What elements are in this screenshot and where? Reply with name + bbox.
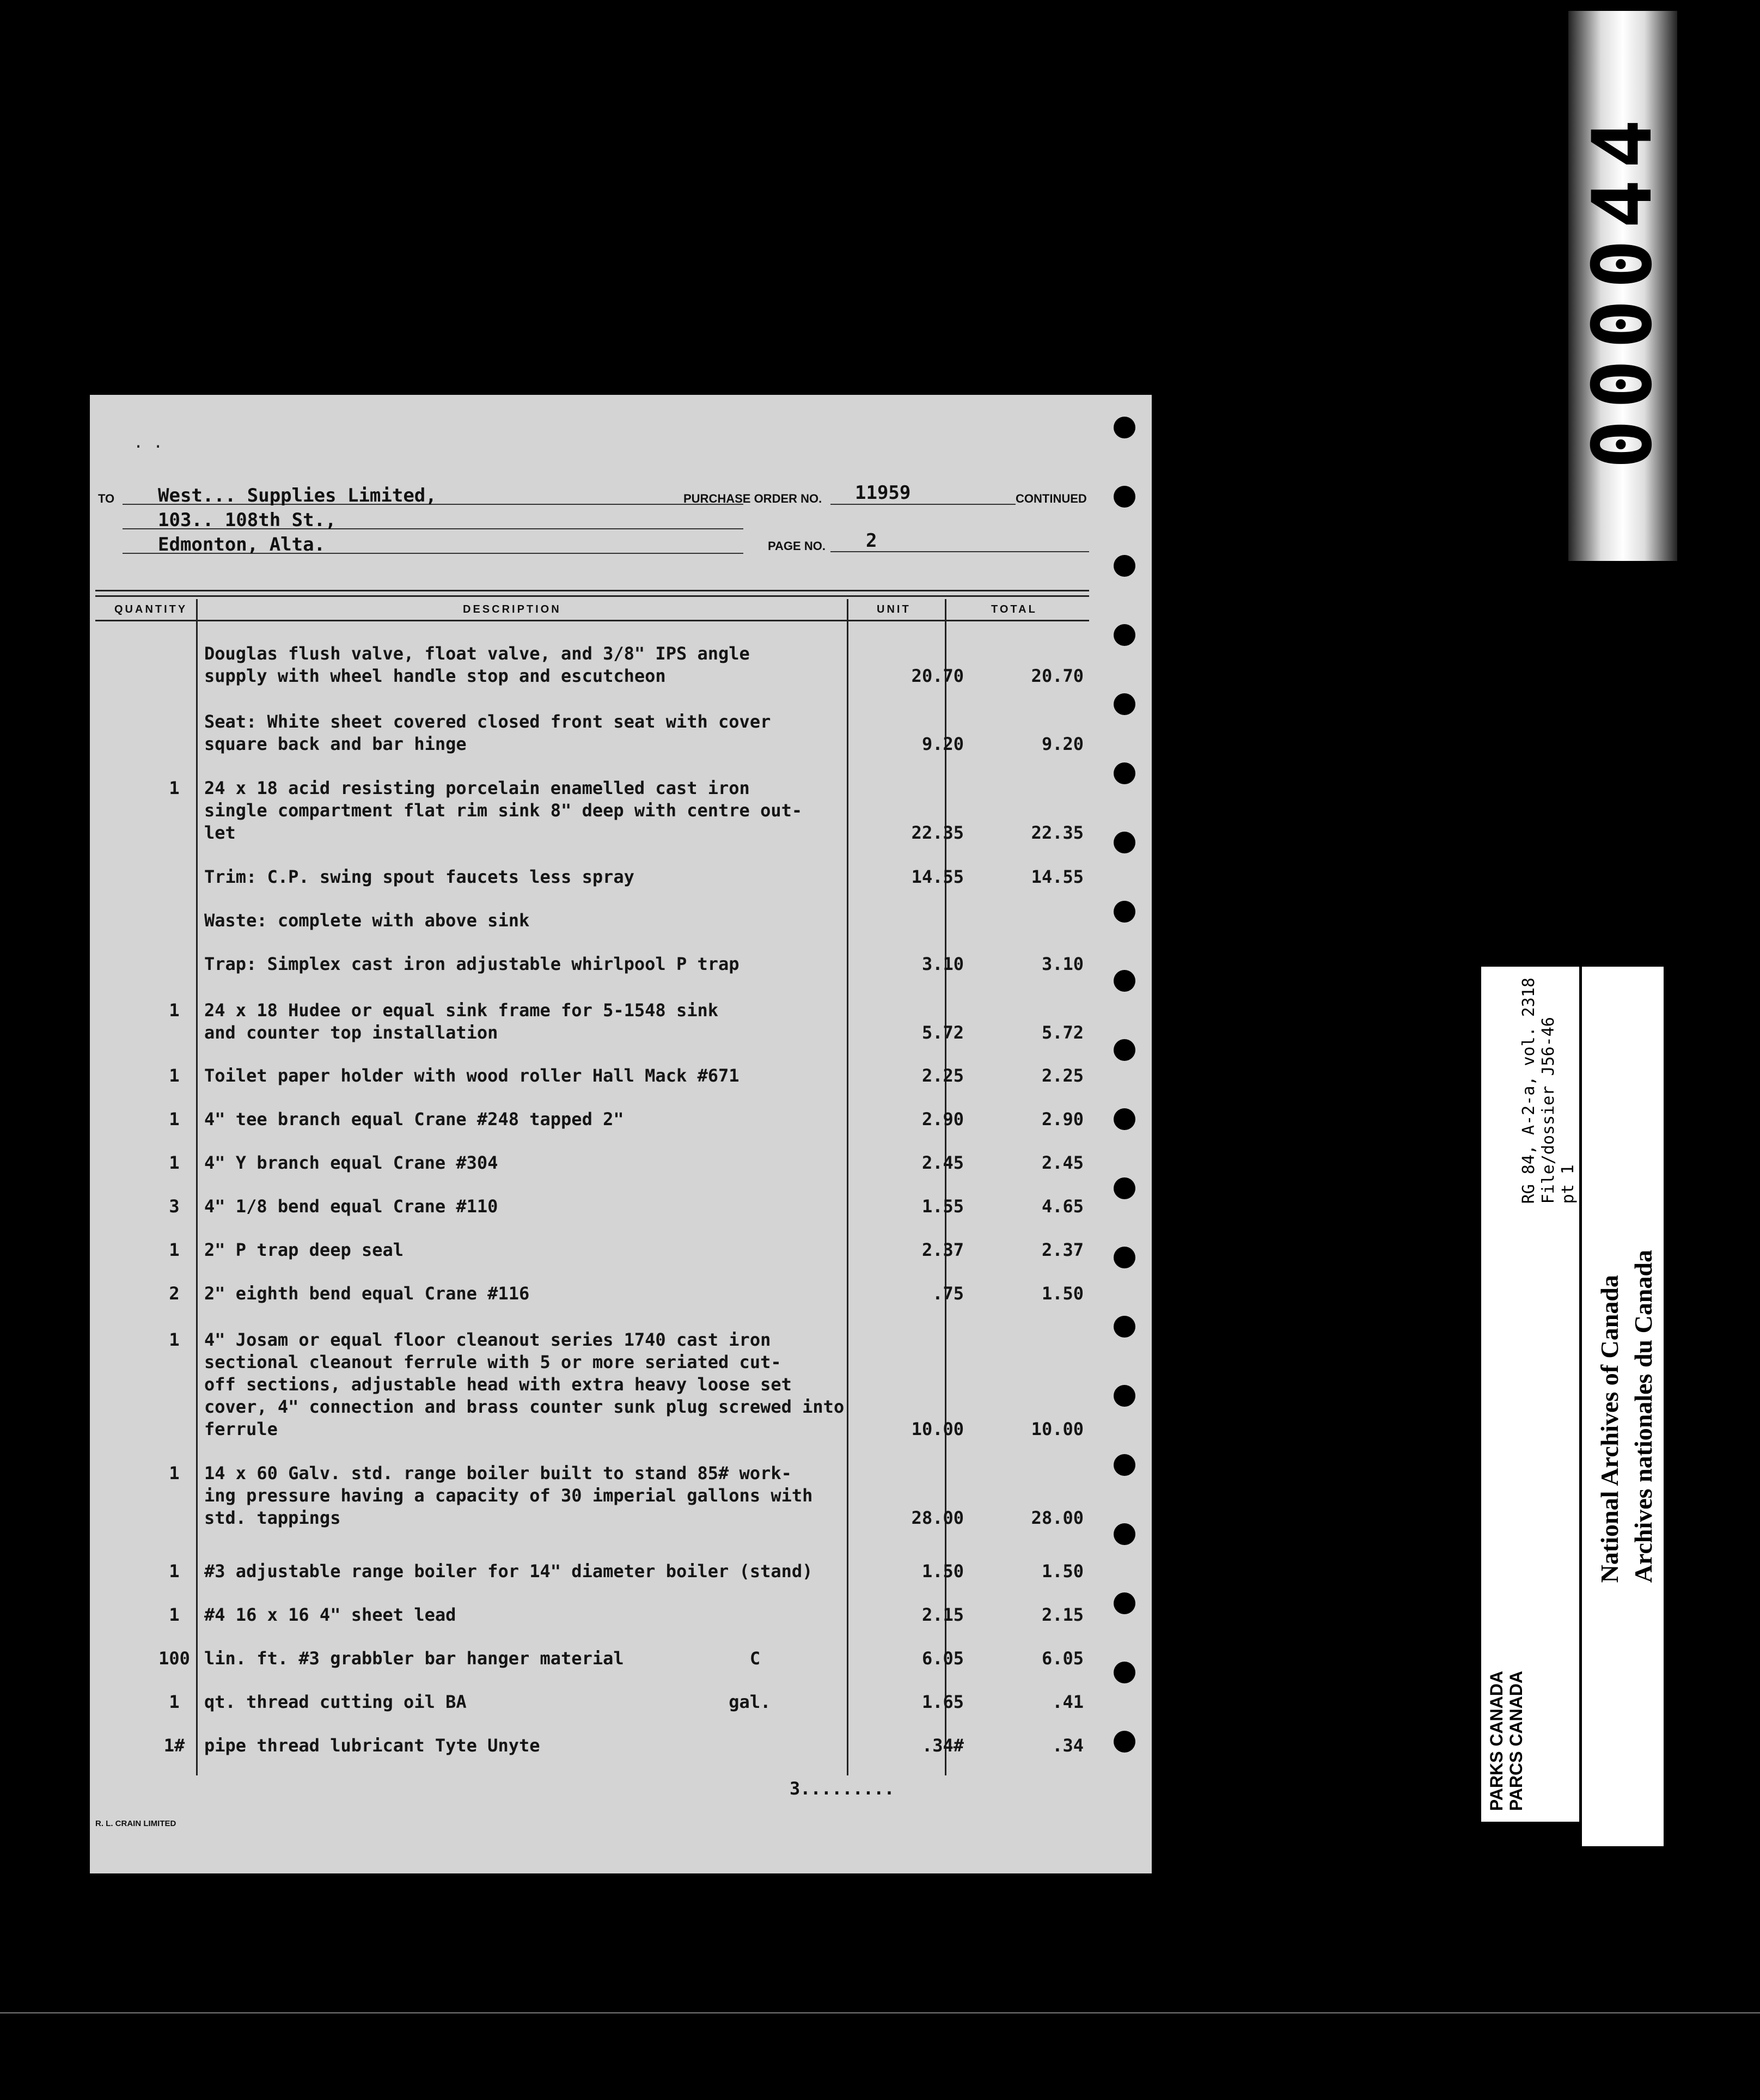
punch-hole (1114, 555, 1135, 577)
purchase-order-document (90, 395, 1152, 1873)
quantity-cell: 1 (169, 1604, 180, 1625)
quantity-cell: 2 (169, 1283, 180, 1304)
description-cell: Douglas flush valve, float valve, and 3/8" IPS angle supply with wheel handle stop and escutcheon (204, 643, 750, 686)
unit-price-cell: 20.70 (911, 666, 964, 686)
description-cell: Trim: C.P. swing spout faucets less spray (204, 866, 634, 887)
total-cell: 28.00 (1031, 1507, 1084, 1528)
total-cell: 2.25 (1041, 1065, 1084, 1086)
total-cell: 3.10 (1041, 954, 1084, 974)
punch-hole (1114, 1523, 1135, 1545)
total-cell: 2.90 (1041, 1109, 1084, 1130)
unit-price-cell: 1.65 (921, 1692, 964, 1712)
total-cell: 22.35 (1031, 822, 1084, 843)
unit-price-cell: 5.72 (921, 1022, 964, 1043)
punch-hole (1114, 624, 1135, 646)
quantity-cell: 1 (169, 1000, 180, 1021)
national-archives-label (1582, 967, 1664, 1846)
description-cell: 24 x 18 acid resisting porcelain enamelled cast iron single compartment flat rim sink 8" deep with centre out- let (204, 778, 803, 843)
total-column-line (945, 599, 946, 1775)
description-cell: Toilet paper holder with wood roller Hall Mack #671 (204, 1065, 740, 1086)
quantity-cell: 1# (163, 1735, 185, 1756)
quantity-cell: 1 (169, 1065, 180, 1086)
total-cell: 1.50 (1041, 1283, 1084, 1304)
column-header-rule (95, 620, 1089, 621)
unit-price-cell: 2.37 (921, 1240, 964, 1260)
punch-hole (1114, 970, 1135, 992)
description-cell: Trap: Simplex cast iron adjustable whirlpool P trap (204, 954, 740, 974)
total-cell: 2.37 (1041, 1240, 1084, 1260)
total-cell: 9.20 (1041, 734, 1084, 754)
parks-canada-label (1481, 967, 1579, 1822)
description-cell: Waste: complete with above sink (204, 910, 530, 931)
unit-price-cell: 28.00 (911, 1507, 964, 1528)
unit-price-cell: 1.55 (921, 1196, 964, 1217)
punch-hole (1114, 1039, 1135, 1061)
unit-price-cell: 2.45 (921, 1152, 964, 1173)
quantity-cell: 3 (169, 1196, 180, 1217)
punch-hole (1114, 1177, 1135, 1199)
punch-hole (1114, 1662, 1135, 1683)
quantity-cell: 1 (169, 778, 180, 798)
parks-text: PARKS CANADA PARCS CANADA (1487, 1670, 1526, 1811)
description-cell: 14 x 60 Galv. std. range boiler built to stand 85# work- ing pressure having a capacity of 30 imperial gallons with std. tappings (204, 1463, 813, 1528)
total-cell: .34 (1052, 1735, 1084, 1756)
unit-column-line (847, 599, 848, 1775)
punch-hole (1114, 901, 1135, 923)
total-cell: .41 (1052, 1692, 1084, 1712)
description-cell: 24 x 18 Hudee or equal sink frame for 5-1548 sink and counter top installation (204, 1000, 719, 1043)
unit-price-cell: 2.15 (921, 1604, 964, 1625)
quantity-column-line (196, 599, 198, 1775)
punch-hole (1114, 1108, 1135, 1130)
total-cell: 1.50 (1041, 1561, 1084, 1582)
continued-marker: 3......... (790, 1778, 895, 1799)
description-header: DESCRIPTION (463, 603, 561, 615)
to-label: TO (98, 492, 115, 505)
supplier-city: Edmonton, Alta. (158, 534, 326, 555)
description-cell: #4 16 x 16 4" sheet lead (204, 1604, 456, 1625)
header-rule (95, 590, 1089, 591)
supplier-name: West... Supplies Limited, (158, 485, 437, 506)
stray-marks: . . (133, 433, 163, 452)
unit-price-cell: 9.20 (921, 734, 964, 754)
page-number: 2 (866, 530, 877, 552)
quantity-cell: 1 (169, 1152, 180, 1173)
punch-hole (1114, 417, 1135, 438)
total-cell: 2.15 (1041, 1604, 1084, 1625)
purchase-order-label: PURCHASE ORDER NO. (683, 492, 822, 505)
continued-label: CONTINUED (1016, 492, 1087, 505)
page-number-label: PAGE NO. (768, 539, 826, 553)
quantity-cell: 1 (169, 1240, 180, 1260)
header-rule-2 (95, 595, 1089, 597)
unit-price-cell: 22.35 (911, 822, 964, 843)
description-cell: pipe thread lubricant Tyte Unyte (204, 1735, 540, 1756)
supplier-address: 103.. 108th St., (158, 509, 337, 531)
description-cell: 4" tee branch equal Crane #248 tapped 2" (204, 1109, 624, 1130)
unit-price-cell: 2.25 (921, 1065, 964, 1086)
punch-hole (1114, 762, 1135, 784)
national-archives-text: National Archives of Canada Archives nationales du Canada (1596, 1250, 1657, 1583)
total-cell: 20.70 (1031, 666, 1084, 686)
po-underline (830, 504, 1016, 505)
printer-imprint: R. L. CRAIN LIMITED (95, 1819, 176, 1828)
punch-hole (1114, 1385, 1135, 1407)
description-cell: Seat: White sheet covered closed front seat with cover square back and bar hinge (204, 711, 771, 754)
description-cell: lin. ft. #3 grabbler bar hanger material C (204, 1648, 761, 1669)
total-cell: 2.45 (1041, 1152, 1084, 1173)
unit-price-cell: 10.00 (911, 1419, 964, 1439)
punch-hole (1114, 1731, 1135, 1753)
description-cell: 4" Josam or equal floor cleanout series 1740 cast iron sectional cleanout ferrule with 5 or more seriated cut- off sections, adjustable head with extra heavy loose set cover, 4" connection and brass counter sunk plug screwed into ferrule (204, 1329, 845, 1439)
quantity-cell: 1 (169, 1109, 180, 1130)
quantity-cell: 1 (169, 1561, 180, 1582)
quantity-cell: 1 (169, 1329, 180, 1350)
punch-hole (1114, 486, 1135, 508)
punch-hole (1114, 1454, 1135, 1476)
total-cell: 10.00 (1031, 1419, 1084, 1439)
punch-hole (1114, 1592, 1135, 1614)
punch-hole (1114, 1316, 1135, 1338)
description-cell: 4" Y branch equal Crane #304 (204, 1152, 498, 1173)
record-group-text: RG 84, A-2-a, vol. 2318 File/dossier J56-46 pt 1 (1519, 978, 1578, 1204)
total-cell: 5.72 (1041, 1022, 1084, 1043)
total-cell: 14.55 (1031, 866, 1084, 887)
unit-price-cell: 1.50 (921, 1561, 964, 1582)
frame-number: 000044 (1575, 108, 1670, 469)
description-cell: #3 adjustable range boiler for 14" diameter boiler (stand) (204, 1561, 813, 1582)
unit-price-cell: .75 (932, 1283, 964, 1304)
quantity-cell: 1 (169, 1463, 180, 1484)
total-cell: 6.05 (1041, 1648, 1084, 1669)
total-cell: 4.65 (1041, 1196, 1084, 1217)
description-cell: 2" P trap deep seal (204, 1240, 404, 1260)
punch-hole (1114, 1247, 1135, 1268)
total-header: TOTAL (991, 603, 1037, 615)
unit-price-cell: 2.90 (921, 1109, 964, 1130)
unit-price-cell: 14.55 (911, 866, 964, 887)
punch-hole (1114, 832, 1135, 853)
punch-hole (1114, 693, 1135, 715)
description-cell: 4" 1/8 bend equal Crane #110 (204, 1196, 498, 1217)
purchase-order-number: 11959 (855, 482, 911, 504)
quantity-cell: 100 (158, 1648, 190, 1669)
description-cell: qt. thread cutting oil BA gal. (204, 1692, 771, 1712)
unit-price-cell: .34# (921, 1735, 964, 1756)
quantity-header: QUANTITY (114, 603, 188, 615)
unit-price-cell: 3.10 (921, 954, 964, 974)
film-edge-line (0, 2012, 1760, 2013)
description-cell: 2" eighth bend equal Crane #116 (204, 1283, 530, 1304)
unit-header: UNIT (877, 603, 911, 615)
unit-price-cell: 6.05 (921, 1648, 964, 1669)
quantity-cell: 1 (169, 1692, 180, 1712)
